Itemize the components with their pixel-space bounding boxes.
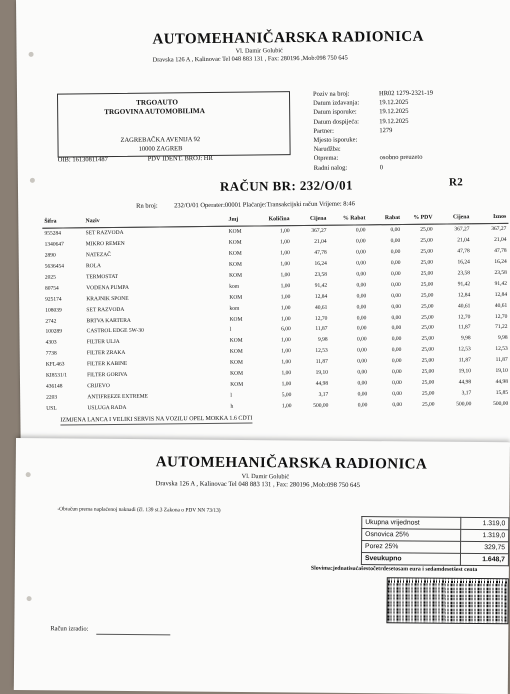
- table-cell: 0,00: [355, 227, 366, 234]
- table-cell: 71,22: [495, 324, 508, 331]
- customer-pdv: PDV IDENT. BROJ: HR: [147, 154, 213, 163]
- table-cell: KOM: [229, 294, 243, 301]
- table-cell: 0,00: [390, 227, 401, 234]
- totals-value: 329,75: [461, 541, 509, 553]
- table-cell: 16,24: [314, 260, 327, 267]
- table-cell: FILTER ULJA: [86, 339, 120, 346]
- table-cell: 9,98: [460, 335, 471, 342]
- table-cell: 19,10: [315, 369, 329, 376]
- table-cell: 15,85: [495, 389, 509, 396]
- table-cell: 44,98: [458, 379, 472, 386]
- table-cell: KOM: [229, 337, 243, 345]
- table-cell: 11,87: [495, 356, 508, 364]
- meta-label: Radni nalog:: [313, 164, 348, 172]
- table-cell: 25,00: [420, 237, 433, 245]
- table-cell: 91,42: [457, 281, 471, 288]
- table-cell: 23,58: [457, 270, 470, 277]
- table-cell: 0,00: [390, 238, 401, 245]
- table-cell: 0,00: [392, 379, 402, 386]
- customer-box: [57, 91, 291, 157]
- invoice-code: R2: [448, 176, 464, 189]
- table-cell: 1,00: [281, 348, 291, 355]
- table-cell: 2025: [44, 274, 56, 281]
- table-cell: KOM: [229, 348, 243, 356]
- table-cell: MIKRO REMEN: [85, 241, 125, 248]
- amount-in-words: Slovima:jednatisućašestočetrdesetosam eura i sedamdesetšest centa: [310, 565, 478, 574]
- table-cell: 0,00: [391, 325, 402, 332]
- table-cell: 9,98: [497, 335, 508, 342]
- table-cell: FILTER GORIVA: [87, 371, 128, 379]
- table-cell: VODENA PUMPA: [86, 284, 129, 292]
- customer-city: 10000 ZAGREB: [138, 145, 183, 153]
- table-cell: TERMOSTAT: [86, 273, 119, 281]
- meta-label: Poziv na broj:: [312, 90, 350, 98]
- invoice-page-2: [14, 438, 510, 694]
- table-cell: 0,00: [357, 369, 368, 376]
- meta-label: Narudžba:: [313, 145, 341, 154]
- meta-value: 19.12.2025: [379, 99, 409, 107]
- table-cell: 500,00: [456, 400, 472, 408]
- table-cell: 12,70: [458, 313, 471, 320]
- table-cell: 2890: [44, 252, 56, 259]
- table-cell: 1340647: [44, 241, 64, 249]
- table-cell: 25,00: [421, 357, 435, 364]
- meta-label: Datum dospijeća:: [313, 118, 359, 126]
- table-cell: 0,00: [391, 336, 402, 343]
- table-cell: 12,70: [494, 313, 508, 320]
- table-cell: 1,00: [280, 315, 291, 322]
- table-cell: kom: [229, 283, 240, 290]
- table-cell: 0,00: [356, 314, 367, 322]
- service-note: IZMJENA LANCA I VELIKI SERVIS NA VOZILU OPEL MOKKA 1.6 CDTI: [60, 415, 253, 424]
- invoice-page-1: [16, 0, 510, 452]
- invoice-subline: 232/O/01 Operater:00001 Plaćanje:Transakcijski račun Vrijeme: 8:46: [174, 200, 355, 210]
- totals-table: [361, 516, 509, 566]
- punch-hole: [30, 178, 35, 183]
- table-cell: h: [230, 403, 234, 410]
- company-address-2: Dravska 126 A , Kalinovac Tel 048 883 131 , Fax: 280196 ,Mob:098 750 645: [155, 480, 360, 490]
- table-cell: 5636454: [44, 263, 65, 270]
- totals-value: 1.319,0: [461, 529, 509, 541]
- col-rabat: Rabat: [367, 211, 402, 225]
- meta-label: Mjesto isporuke:: [313, 136, 358, 144]
- table-cell: 12,53: [458, 346, 471, 353]
- table-cell: 1,00: [280, 250, 290, 257]
- meta-value: osobno preuzeto: [379, 154, 423, 162]
- table-cell: 25,00: [421, 379, 435, 386]
- table-cell: 25,00: [421, 368, 435, 375]
- table-cell: 0,00: [356, 336, 367, 343]
- totals-label: Porez 25%: [362, 541, 461, 554]
- table-cell: ROLA: [85, 263, 101, 270]
- table-cell: 2742: [45, 318, 57, 325]
- table-cell: 1,00: [281, 402, 292, 409]
- table-cell: 925174: [45, 296, 62, 303]
- table-cell: 12,70: [315, 315, 328, 322]
- customer-street: ZAGREBAČKA AVENIJA 92: [120, 136, 201, 144]
- table-cell: KOM: [228, 239, 242, 247]
- invoice-title: RAČUN BR: 232/O/01: [219, 177, 353, 194]
- table-cell: 25,00: [421, 335, 434, 343]
- table-cell: 108039: [45, 307, 62, 314]
- table-cell: 0,00: [357, 380, 368, 387]
- company-address: Dravska 126 A , Kalinovac Tel 048 883 131 , Fax: 280196 ,Mob:098 750 645: [152, 54, 348, 64]
- table-cell: KOM: [228, 229, 242, 236]
- totals-label: Osnovica 25%: [362, 529, 461, 542]
- table-cell: CASTROL EDGE 5W-30: [86, 328, 144, 335]
- meta-value: 19.12.2025: [379, 108, 409, 116]
- table-cell: 25,00: [420, 227, 433, 234]
- table-cell: 21,04: [494, 237, 507, 244]
- table-cell: 12,84: [457, 292, 471, 299]
- table-cell: 25,00: [420, 270, 434, 277]
- col-naziv: Naziv: [83, 213, 226, 228]
- table-cell: 1,00: [281, 337, 291, 344]
- table-cell: KOM: [230, 381, 244, 388]
- table-cell: 23,58: [494, 269, 507, 277]
- table-cell: 7738: [45, 350, 57, 357]
- meta-value: 1279: [379, 126, 393, 134]
- table-cell: 1,00: [280, 272, 291, 279]
- table-cell: 0,00: [356, 304, 367, 311]
- table-cell: 1,00: [280, 293, 291, 301]
- meta-value: HR02 1279-2321-19: [378, 89, 434, 98]
- table-cell: 1,00: [280, 228, 290, 235]
- table-cell: 12,53: [495, 346, 508, 353]
- meta-label: Otpremа:: [313, 155, 339, 163]
- customer-name2: TRGOVINA AUTOMOBILIMA: [104, 107, 205, 117]
- table-cell: 91,42: [494, 280, 508, 287]
- table-cell: KOM: [228, 261, 242, 268]
- table-cell: 0,00: [391, 314, 402, 321]
- table-cell: KOM: [228, 250, 242, 258]
- table-cell: kom: [229, 305, 240, 312]
- table-cell: 16,24: [457, 259, 470, 266]
- totals-value: 1.319,0: [461, 517, 509, 529]
- table-cell: 5,00: [281, 391, 292, 399]
- table-cell: KRAJNIK SPONE: [86, 295, 129, 303]
- table-cell: BRTVA KARTERA: [86, 317, 131, 324]
- table-cell: 11,87: [315, 326, 328, 333]
- table-cell: 1,00: [281, 370, 292, 377]
- col-cijena: Cijena: [291, 212, 328, 226]
- table-cell: CRIJEVO: [87, 382, 110, 390]
- table-cell: USL: [46, 405, 57, 412]
- col-iznos: Iznos: [471, 210, 508, 224]
- company-name-2: AUTOMEHANIČARSKA RADIONICA: [155, 454, 428, 473]
- table-cell: 0,00: [391, 292, 401, 299]
- table-cell: 44,98: [495, 378, 509, 385]
- table-cell: 1,00: [280, 283, 291, 290]
- table-cell: 25,00: [421, 325, 434, 332]
- issued-by-label: Račun izradio:: [50, 625, 89, 633]
- table-cell: SET RAZVODA: [86, 306, 125, 313]
- table-cell: USLUGA RADA: [87, 404, 127, 411]
- table-cell: 0,00: [391, 347, 402, 354]
- table-cell: 3,17: [318, 391, 329, 398]
- table-cell: 16,24: [494, 258, 507, 266]
- meta-label: Partner:: [313, 127, 335, 135]
- punch-hole: [29, 52, 34, 57]
- table-cell: 500,00: [313, 402, 329, 409]
- table-cell: 11,87: [315, 358, 328, 366]
- table-cell: 25,00: [421, 390, 435, 397]
- table-cell: 955284: [44, 230, 61, 238]
- table-cell: KI8531/1: [45, 372, 68, 379]
- customer-name1: TRGOAUTO: [136, 98, 178, 107]
- table-cell: 12,84: [494, 291, 508, 298]
- table-cell: 0,00: [356, 271, 366, 278]
- items-table: [42, 210, 510, 414]
- table-cell: 40,61: [494, 302, 508, 309]
- table-cell: SET RAZVODA: [85, 230, 124, 237]
- table-cell: 25,00: [420, 248, 433, 255]
- table-cell: 0,00: [357, 391, 368, 398]
- company-name: AUTOMEHANIČARSKA RADIONICA: [152, 28, 424, 48]
- table-cell: 11,87: [458, 357, 471, 364]
- table-cell: l: [230, 392, 232, 399]
- table-cell: 0,00: [392, 401, 403, 408]
- table-cell: 0,00: [391, 358, 402, 365]
- table-cell: 4303: [45, 339, 57, 347]
- table-cell: KOM: [229, 272, 242, 279]
- table-cell: FILTER KABINE: [86, 360, 128, 368]
- table-cell: KOM: [229, 316, 243, 323]
- col-pdv-pct: % PDV: [402, 211, 435, 225]
- table-cell: 25,00: [420, 292, 434, 299]
- table-cell: l: [229, 327, 232, 334]
- table-cell: 25,00: [420, 259, 434, 266]
- table-cell: 25,00: [422, 401, 435, 408]
- table-cell: 11,87: [458, 324, 471, 331]
- table-cell: 25,00: [421, 346, 434, 354]
- signature-line: [96, 634, 170, 636]
- table-cell: 0,00: [355, 238, 366, 245]
- meta-label: Datum izdavanja:: [313, 99, 360, 108]
- table-cell: 0,00: [391, 303, 401, 310]
- table-cell: FILTER ZRAKA: [86, 350, 126, 357]
- company-owner: Vl. Damir Golubić: [235, 47, 283, 55]
- table-cell: 367,27: [491, 226, 507, 233]
- table-cell: 0,00: [356, 249, 366, 256]
- meta-label: Datum isporuke:: [313, 108, 357, 117]
- table-cell: 0,00: [390, 270, 401, 278]
- table-cell: 1,00: [281, 381, 292, 388]
- table-cell: 3,17: [461, 390, 472, 397]
- table-cell: 47,78: [494, 248, 507, 255]
- table-cell: KOM: [230, 370, 244, 377]
- invoice-subline-label: Rn broj:: [136, 202, 158, 210]
- table-cell: 0,00: [356, 293, 367, 300]
- table-cell: 1,00: [280, 261, 291, 268]
- table-cell: 1,00: [280, 239, 290, 246]
- table-cell: 47,78: [457, 248, 470, 255]
- table-cell: 0,00: [390, 260, 401, 267]
- meta-value: 19.12.2025: [379, 117, 409, 125]
- table-cell: 6,00: [281, 326, 291, 333]
- table-cell: 12,53: [315, 347, 328, 355]
- table-cell: 500,00: [493, 400, 509, 407]
- punch-hole: [27, 596, 32, 601]
- table-cell: 0,00: [356, 282, 367, 289]
- table-cell: 19,10: [458, 368, 472, 375]
- table-cell: 40,61: [457, 302, 471, 310]
- totals-label: Ukupna vrijednost: [362, 517, 461, 530]
- table-cell: 1,00: [280, 304, 291, 311]
- table-cell: 25,00: [421, 303, 434, 310]
- table-cell: 0,00: [392, 390, 402, 397]
- table-cell: 21,04: [457, 237, 470, 244]
- table-cell: 436148: [46, 383, 63, 390]
- col-sifra: Šifra: [42, 214, 83, 228]
- table-cell: 1,00: [281, 359, 292, 366]
- table-cell: 12,84: [314, 293, 328, 300]
- table-cell: 0,00: [391, 368, 402, 376]
- table-cell: 25,00: [421, 314, 434, 321]
- table-cell: NATEZAČ: [85, 252, 111, 259]
- table-cell: 0,00: [356, 260, 366, 267]
- company-owner-2: Vl. Damir Golubić: [241, 472, 290, 481]
- col-rabat-pct: % Rabat: [328, 211, 367, 225]
- table-cell: 80754: [44, 285, 59, 292]
- punch-hole: [26, 472, 31, 477]
- table-cell: 0,00: [390, 249, 401, 256]
- customer-oib: OIB: 16130811487: [57, 156, 108, 164]
- totals-value: 1.648,7: [460, 553, 508, 565]
- table-cell: 23,58: [314, 271, 327, 278]
- col-kolicina: Količina: [259, 212, 292, 226]
- table-cell: ANTIFREEZE EXTREME: [87, 393, 149, 401]
- table-cell: 2203: [46, 394, 58, 401]
- payment-barcode: [386, 577, 508, 624]
- table-cell: 25,00: [420, 281, 434, 288]
- table-cell: 47,78: [314, 249, 327, 257]
- legal-note: -Obračun prema naplaćenoj naknadi (čl. 139 st.3 Zakona o PDV NN 73/13): [57, 506, 221, 514]
- table-cell: 0,00: [357, 402, 368, 409]
- totals-label: Sveukupno: [361, 553, 460, 566]
- totals-row: [361, 553, 508, 566]
- table-cell: 100289: [45, 328, 63, 336]
- table-cell: 367,27: [311, 228, 327, 235]
- table-cell: 91,42: [314, 282, 328, 289]
- table-cell: 19,10: [495, 367, 508, 375]
- table-cell: 0,00: [357, 347, 367, 354]
- col-cijena-pdv: Cijena: [434, 210, 471, 224]
- table-cell: 367,27: [454, 226, 470, 233]
- table-cell: KFL463: [45, 361, 65, 368]
- table-cell: 40,61: [314, 304, 328, 311]
- col-jmj: Jmj: [226, 212, 259, 226]
- table-cell: 0,00: [391, 281, 401, 288]
- table-cell: 0,00: [357, 358, 367, 365]
- table-cell: 0,00: [356, 325, 367, 332]
- table-cell: 44,98: [315, 380, 329, 387]
- table-cell: 9,98: [317, 337, 328, 344]
- meta-value: 0: [379, 163, 384, 171]
- table-cell: 21,04: [314, 239, 327, 246]
- table-cell: KOM: [229, 359, 243, 366]
